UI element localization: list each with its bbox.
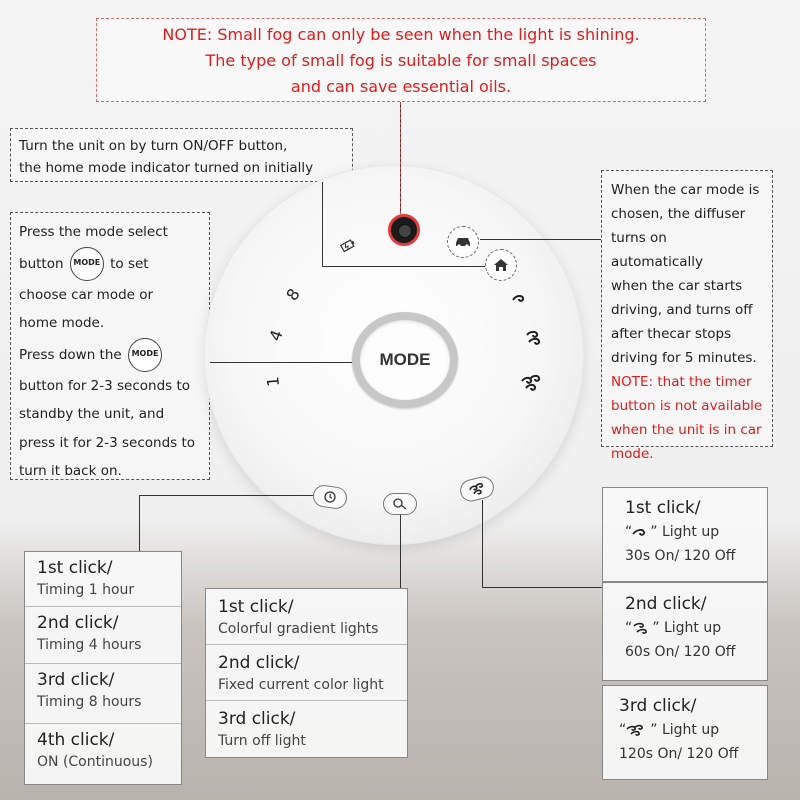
mode-line-6: button for 2-3 seconds to	[19, 377, 191, 394]
mist-click-2-quote-open: “	[625, 620, 633, 636]
home-mode-button[interactable]	[485, 249, 517, 281]
mist-click-2-line	[625, 616, 745, 640]
car-mode-note-4: mode.	[611, 446, 654, 462]
mist-click-3-quote-open: “	[619, 722, 627, 738]
mist-level-1-icon	[510, 289, 528, 309]
mist-level-2-icon	[524, 329, 544, 351]
mist-click-1-title: 1st click/	[625, 498, 701, 518]
timer-click-2-sub: Timing 4 hours	[37, 637, 142, 653]
light-click-1-title: 1st click/	[218, 597, 294, 617]
timer-label-8: 8	[282, 284, 304, 305]
mode-select-instruction-box	[10, 212, 210, 480]
mist-level-1-icon	[632, 526, 650, 538]
fog-note-line-3: and can save essential oils.	[290, 77, 512, 96]
mist-click-1-light-up: ” Light up	[650, 524, 720, 540]
mist-click-3-timing: 120s On/ 120 Off	[619, 746, 739, 762]
car-mode-line-2: chosen, the diffuser	[611, 206, 746, 222]
car-mode-line-7: driving for 5 minutes.	[611, 350, 757, 366]
car-mode-line-3: turns on automatically	[611, 230, 704, 270]
timer-label-1: 1	[263, 375, 284, 388]
connector-timer-h	[139, 495, 319, 496]
mist-level-3-icon	[626, 723, 650, 737]
mode-line-3: choose car mode or	[19, 286, 154, 303]
light-button[interactable]	[383, 493, 417, 515]
timer-click-2-title: 2nd click/	[37, 613, 119, 633]
connector-turn-on-v	[322, 182, 323, 266]
timer-click-1-title: 1st click/	[37, 558, 113, 578]
mode-line-9: turn it back on.	[19, 463, 122, 479]
turn-on-line-2: the home mode indicator turned on initially	[19, 160, 314, 176]
power-button[interactable]	[388, 214, 420, 246]
mist-icon	[467, 480, 488, 498]
timer-click-sequence	[24, 551, 182, 785]
car-mode-note-3: when the unit is in car	[611, 422, 762, 438]
car-mode-note-1: NOTE: that the timer	[611, 374, 752, 390]
fog-note-line-1: NOTE: Small fog can only be seen when the light is shining.	[162, 25, 640, 44]
turn-on-instruction-box	[10, 128, 353, 182]
mode-line-1: Press the mode select	[19, 224, 168, 240]
mode-button[interactable]: MODE	[352, 312, 458, 408]
mist-click-1-timing: 30s On/ 120 Off	[625, 548, 736, 564]
car-mode-line-6: after thecar stops	[611, 326, 732, 342]
turn-on-line-1: Turn the unit on by turn ON/OFF button,	[19, 138, 288, 154]
timer-icon	[322, 489, 338, 505]
mist-click-3	[602, 685, 768, 780]
light-click-2-title: 2nd click/	[218, 653, 300, 673]
timer-click-4-sub: ON (Continuous)	[37, 754, 153, 770]
timer-click-1-sub: Timing 1 hour	[37, 582, 135, 598]
fog-note-box	[96, 18, 706, 102]
car-mode-line-4: when the car starts	[611, 278, 743, 294]
car-mode-line-1: When the car mode is	[611, 182, 760, 198]
mode-line-8: press it for 2-3 seconds to	[19, 434, 196, 451]
mode-button-icon: MODE	[128, 338, 162, 372]
car-mode-line-5: driving, and turns off	[611, 302, 753, 318]
battery-icon	[340, 238, 356, 257]
timer-click-1	[25, 552, 181, 607]
connector-mist-h	[482, 587, 602, 588]
timer-click-2	[25, 607, 181, 664]
mist-click-3-line	[619, 718, 751, 742]
mist-click-1	[602, 487, 768, 582]
connector-timer-v	[139, 495, 140, 551]
light-click-3	[206, 701, 407, 757]
mist-level-3-icon	[520, 373, 544, 397]
connector-light-v	[400, 514, 401, 588]
mist-click-2	[602, 582, 768, 681]
mist-click-1-line	[625, 520, 745, 544]
home-icon	[493, 258, 509, 272]
timer-click-4-title: 4th click/	[37, 730, 115, 750]
connector-turn-on-h	[322, 266, 486, 267]
mode-line-7: standby the unit, and	[19, 406, 165, 422]
mist-click-2-title: 2nd click/	[625, 594, 707, 614]
mode-line-5	[19, 338, 201, 372]
timer-click-3-sub: Timing 8 hours	[37, 694, 142, 710]
connector-mist-v	[482, 500, 483, 588]
light-click-3-sub: Turn off light	[218, 733, 306, 749]
car-icon	[454, 235, 472, 249]
light-click-sequence	[205, 588, 408, 758]
mode-line-2-post: to set	[110, 255, 149, 272]
timer-click-3-title: 3rd click/	[37, 670, 115, 690]
mist-click-2-timing: 60s On/ 120 Off	[625, 644, 736, 660]
timer-label-4: 4	[265, 327, 287, 344]
car-mode-note-2: button is not available	[611, 398, 763, 414]
mode-line-2	[19, 247, 201, 281]
light-bulb-icon	[392, 497, 408, 511]
timer-click-4	[25, 724, 181, 784]
mist-level-2-icon	[632, 621, 652, 635]
mist-click-1-quote-open: “	[625, 524, 633, 540]
light-click-2	[206, 645, 407, 701]
mode-line-2-pre: button	[19, 255, 64, 272]
light-click-1	[206, 589, 407, 645]
light-click-1-sub: Colorful gradient lights	[218, 621, 379, 637]
fog-note-line-2: The type of small fog is suitable for small spaces	[205, 51, 597, 70]
mode-line-5-text: Press down the	[19, 346, 122, 363]
timer-click-3	[25, 664, 181, 724]
light-click-2-sub: Fixed current color light	[218, 677, 384, 693]
mode-button-icon: MODE	[70, 247, 104, 281]
light-click-3-title: 3rd click/	[218, 709, 296, 729]
connector-top-note	[400, 102, 401, 214]
connector-mode	[210, 362, 366, 363]
car-mode-button[interactable]	[447, 226, 479, 258]
mode-line-4: home mode.	[19, 315, 105, 331]
mist-click-3-light-up: ” Light up	[650, 722, 720, 738]
mist-click-3-title: 3rd click/	[619, 696, 697, 716]
car-mode-instruction-box	[601, 170, 773, 462]
mist-click-2-light-up: ” Light up	[652, 620, 722, 636]
connector-car	[480, 239, 601, 240]
